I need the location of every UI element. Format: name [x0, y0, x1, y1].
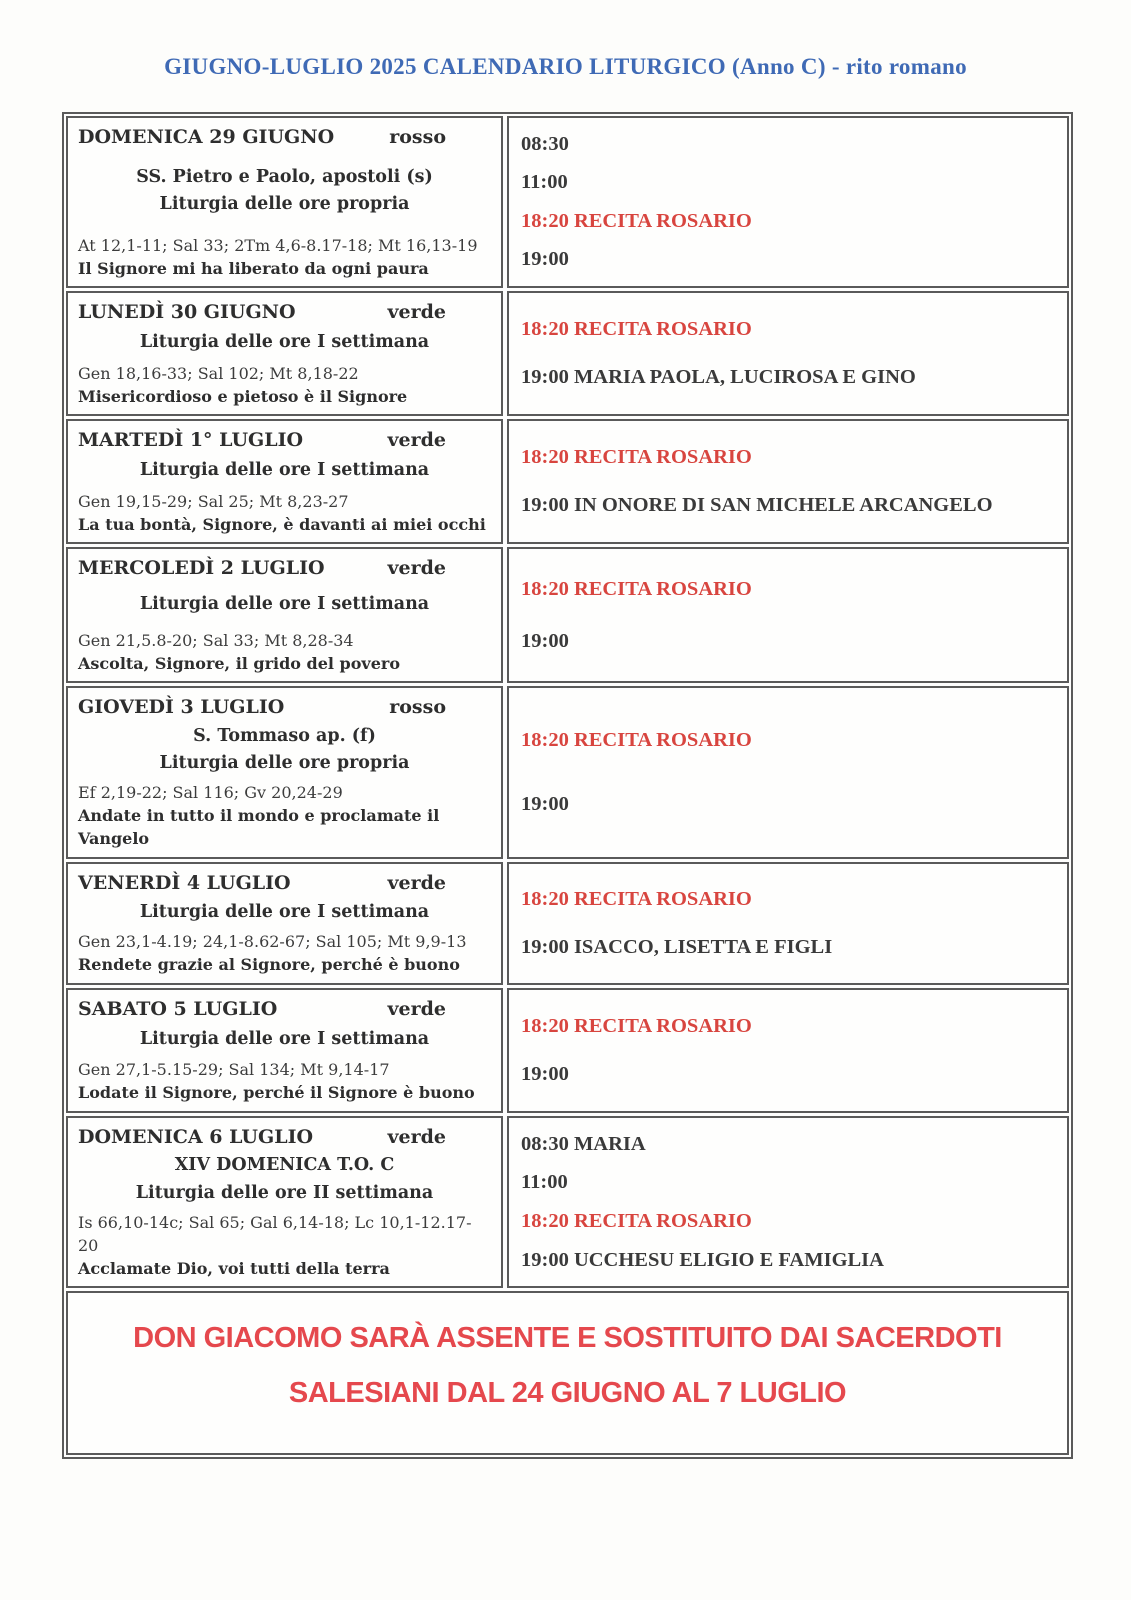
day-header — [78, 557, 491, 580]
celebration-line: Liturgia delle ore I settimana — [139, 460, 430, 481]
celebration-line: SS. Pietro e Paolo, apostoli (s) — [136, 167, 433, 188]
readings-line: Is 66,10-14c; Sal 65; Gal 6,14-18; Lc 10,1-12.17-20 — [78, 1212, 472, 1255]
rosary-schedule-item: 18:20 RECITA ROSARIO — [521, 317, 752, 340]
notice-line-2: SALESIANI DAL 24 GIUGNO AL 7 LUGLIO — [288, 1377, 847, 1410]
day-header — [78, 126, 491, 149]
page-title: GIUGNO-LUGLIO 2025 CALENDARIO LITURGICO (Anno C) - rito romano — [164, 54, 967, 79]
day-info-cell — [66, 419, 503, 544]
mass-schedule-item: 19:00 — [521, 629, 569, 652]
readings-block — [78, 490, 491, 536]
day-info-cell — [66, 1116, 503, 1289]
rosary-schedule-item: 18:20 RECITA ROSARIO — [521, 887, 752, 910]
liturgical-color: rosso — [389, 696, 446, 718]
day-info-cell — [66, 291, 503, 416]
mass-schedule-item: 08:30 — [521, 132, 569, 155]
responsorial-line: Ascolta, Signore, il grido del povero — [78, 653, 400, 673]
readings-block — [78, 781, 491, 851]
readings-line: Gen 27,1-5.15-29; Sal 134; Mt 9,14-17 — [78, 1060, 390, 1080]
day-schedule-cell — [507, 988, 1069, 1113]
readings-line: At 12,1-11; Sal 33; 2Tm 4,6-8.17-18; Mt 16,13-19 — [78, 235, 478, 255]
day-header — [78, 998, 491, 1021]
mass-schedule-item: 08:30 MARIA — [521, 1132, 646, 1155]
liturgical-color: verde — [387, 301, 446, 323]
mass-schedule-item: 19:00 — [521, 1063, 569, 1086]
responsorial-line: Il Signore mi ha liberato da ogni paura — [78, 258, 429, 278]
readings-block — [78, 1058, 491, 1104]
day-schedule-cell — [507, 419, 1069, 544]
mass-schedule-item: 19:00 ISACCO, LISETTA E FIGLI — [521, 935, 833, 958]
day-row — [66, 116, 1069, 288]
celebration-block — [78, 329, 491, 356]
mass-schedule-item: 19:00 MARIA PAOLA, LUCIROSA E GINO — [521, 366, 916, 389]
readings-line: Ef 2,19-22; Sal 116; Gv 20,24-29 — [78, 783, 343, 803]
responsorial-line: Rendete grazie al Signore, perché è buono — [78, 955, 460, 975]
rosary-schedule-item: 18:20 RECITA ROSARIO — [521, 445, 752, 468]
day-schedule-cell — [507, 116, 1069, 288]
liturgical-color: verde — [387, 997, 446, 1020]
rosary-schedule-item: 18:20 RECITA ROSARIO — [521, 577, 752, 600]
readings-line: Gen 18,16-33; Sal 102; Mt 8,18-22 — [78, 363, 359, 383]
day-info-cell — [66, 116, 503, 288]
celebration-block — [78, 591, 491, 618]
readings-line: Gen 23,1-4.19; 24,1-8.62-67; Sal 105; Mt 9,9-13 — [78, 932, 467, 952]
day-schedule-cell — [507, 686, 1069, 859]
liturgical-color: verde — [387, 1125, 446, 1148]
day-header — [78, 1126, 491, 1149]
celebration-line: Liturgia delle ore propria — [159, 194, 410, 215]
celebration-line: Liturgia delle ore I settimana — [139, 1028, 430, 1049]
day-header — [78, 696, 491, 719]
liturgical-color: verde — [387, 871, 446, 894]
celebration-block — [78, 1152, 491, 1206]
readings-block — [78, 234, 491, 280]
celebration-block — [78, 1026, 491, 1053]
readings-line: Gen 19,15-29; Sal 25; Mt 8,23-27 — [78, 491, 349, 511]
rosary-schedule-item: 18:20 RECITA ROSARIO — [521, 728, 752, 751]
day-row — [66, 862, 1069, 985]
day-name: GIOVEDÌ 3 LUGLIO — [78, 696, 285, 718]
celebration-line: Liturgia delle ore II settimana — [135, 1182, 434, 1203]
mass-schedule-item: 19:00 — [521, 248, 569, 271]
notice-line-1: DON GIACOMO SARÀ ASSENTE E SOSTITUITO DAI SACERDOTI — [133, 1322, 1002, 1355]
rosary-schedule-item: 18:20 RECITA ROSARIO — [521, 209, 752, 232]
day-info-cell — [66, 686, 503, 859]
day-header — [78, 301, 491, 324]
day-name: DOMENICA 6 LUGLIO — [78, 1125, 314, 1148]
readings-line: Gen 21,5.8-20; Sal 33; Mt 8,28-34 — [78, 630, 354, 650]
day-schedule-cell — [507, 1116, 1069, 1289]
liturgical-color: verde — [387, 557, 446, 579]
day-name: DOMENICA 29 GIUGNO — [78, 126, 335, 148]
celebration-line: Liturgia delle ore I settimana — [139, 593, 430, 614]
day-info-cell — [66, 862, 503, 985]
readings-block — [78, 930, 491, 976]
mass-schedule-item: 19:00 IN ONORE DI SAN MICHELE ARCANGELO — [521, 494, 993, 517]
day-name: LUNEDÌ 30 GIUGNO — [78, 301, 296, 323]
day-name: VENERDÌ 4 LUGLIO — [78, 871, 291, 894]
celebration-block — [78, 457, 491, 484]
readings-block — [78, 629, 491, 675]
responsorial-line: Acclamate Dio, voi tutti della terra — [78, 1259, 390, 1279]
celebration-block — [78, 899, 491, 926]
day-row — [66, 988, 1069, 1113]
mass-schedule-item: 19:00 — [521, 793, 569, 816]
day-row — [66, 686, 1069, 859]
day-row — [66, 547, 1069, 683]
day-info-cell — [66, 988, 503, 1113]
day-schedule-cell — [507, 291, 1069, 416]
day-row — [66, 419, 1069, 544]
readings-block — [78, 1211, 491, 1281]
celebration-line: Liturgia delle ore propria — [159, 752, 410, 773]
responsorial-line: Lodate il Signore, perché il Signore è buono — [78, 1083, 475, 1103]
celebration-block — [78, 723, 491, 777]
liturgical-color: rosso — [389, 126, 446, 148]
readings-block — [78, 362, 491, 408]
celebration-line: S. Tommaso ap. (f) — [193, 725, 376, 746]
liturgical-color: verde — [387, 429, 446, 451]
day-name: MERCOLEDÌ 2 LUGLIO — [78, 557, 325, 579]
day-name: SABATO 5 LUGLIO — [78, 997, 278, 1020]
mass-schedule-item: 11:00 — [521, 171, 568, 194]
day-row — [66, 291, 1069, 416]
day-header — [78, 872, 491, 895]
rosary-schedule-item: 18:20 RECITA ROSARIO — [521, 1014, 752, 1037]
notice-box — [66, 1291, 1069, 1455]
celebration-block — [78, 164, 491, 218]
day-info-cell — [66, 547, 503, 683]
responsorial-line: Misericordioso e pietoso è il Signore — [78, 386, 408, 406]
mass-schedule-item: 11:00 — [521, 1171, 568, 1194]
celebration-line: Liturgia delle ore I settimana — [139, 901, 430, 922]
celebration-line: Liturgia delle ore I settimana — [139, 332, 430, 353]
day-rows-container — [66, 116, 1069, 1288]
day-schedule-cell — [507, 862, 1069, 985]
day-name: MARTEDÌ 1° LUGLIO — [78, 429, 304, 451]
celebration-line: XIV DOMENICA T.O. C — [174, 1155, 395, 1176]
rosary-schedule-item: 18:20 RECITA ROSARIO — [521, 1209, 752, 1232]
responsorial-line: La tua bontà, Signore, è davanti ai miei occhi — [78, 514, 486, 534]
day-header — [78, 429, 491, 452]
day-row — [66, 1116, 1069, 1289]
calendar-table — [62, 112, 1073, 1459]
day-schedule-cell — [507, 547, 1069, 683]
mass-schedule-item: 19:00 UCCHESU ELIGIO E FAMIGLIA — [521, 1248, 884, 1271]
responsorial-line: Andate in tutto il mondo e proclamate il Vangelo — [78, 806, 440, 849]
